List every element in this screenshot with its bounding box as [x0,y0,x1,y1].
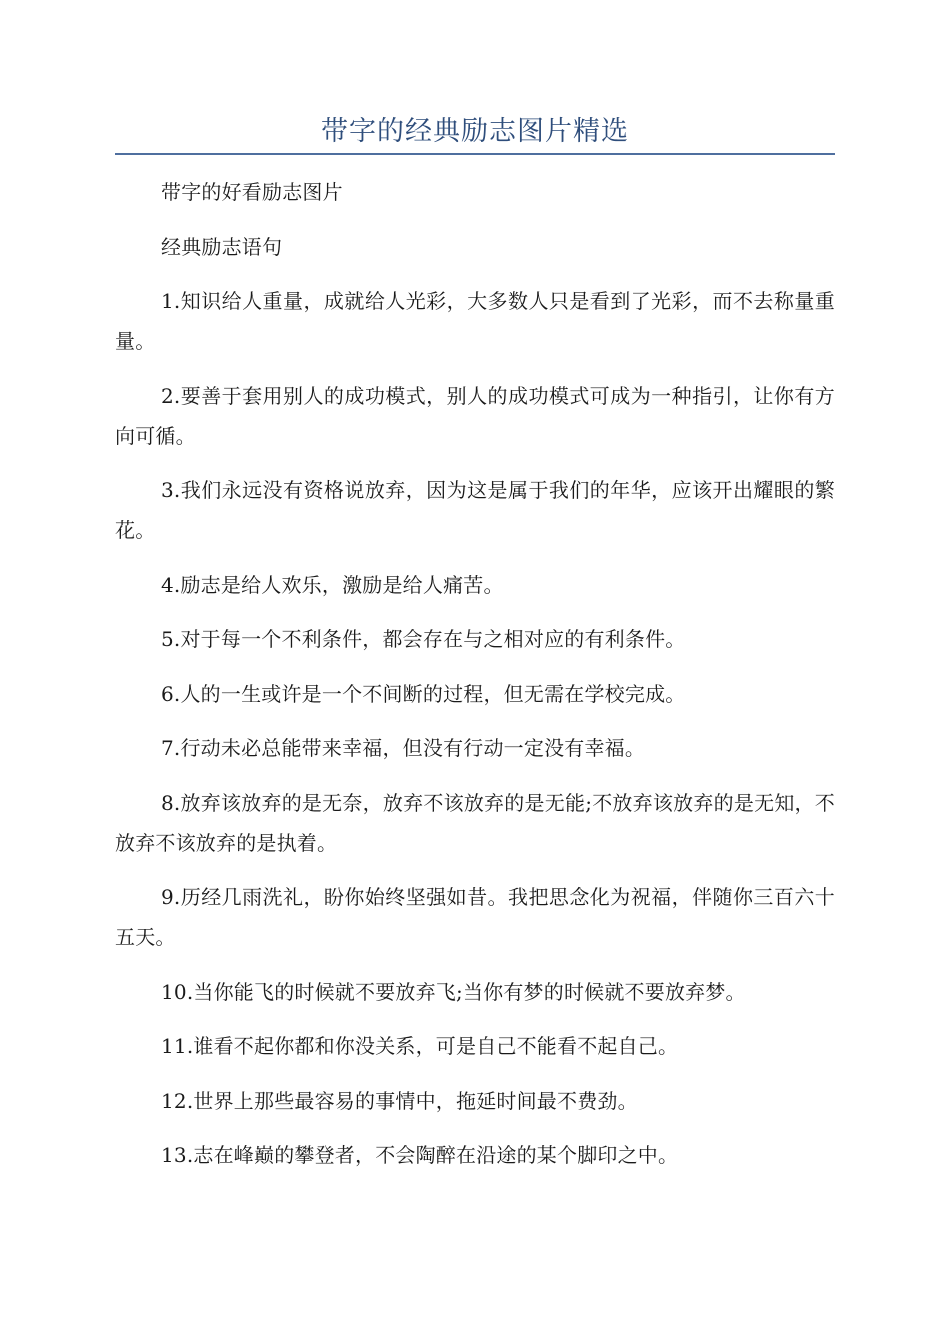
quote-paragraph: 2.要善于套用别人的成功模式，别人的成功模式可成为一种指引，让你有方向可循。 [115,383,835,448]
title-underline [115,153,835,155]
quote-paragraph: 1.知识给人重量，成就给人光彩，大多数人只是看到了光彩，而不去称量重量。 [115,289,835,353]
quote-paragraph: 7.行动未必总能带来幸福，但没有行动一定没有幸福。 [161,736,646,760]
subtitle-paragraph: 带字的好看励志图片 [161,180,343,204]
quote-paragraph: 5.对于每一个不利条件，都会存在与之相对应的有利条件。 [161,627,686,651]
document-title: 带字的经典励志图片精选 [321,116,629,147]
quote-paragraph: 6.人的一生或许是一个不间断的过程，但无需在学校完成。 [161,681,686,706]
quote-paragraph: 10.当你能飞的时候就不要放弃飞;当你有梦的时候就不要放弃梦。 [161,979,746,1004]
quote-paragraph: 4.励志是给人欢乐，激励是给人痛苦。 [161,572,504,597]
quote-paragraph: 11.谁看不起你都和你没关系，可是自己不能看不起自己。 [161,1034,679,1058]
document-body [115,172,835,1190]
section-heading: 经典励志语句 [161,234,283,259]
quote-paragraph: 13.志在峰巅的攀登者，不会陶醉在沿途的某个脚印之中。 [161,1143,679,1167]
quote-paragraph: 9.历经几雨洗礼，盼你始终坚强如昔。我把思念化为祝福，伴随你三百六十五天。 [115,885,835,949]
quote-paragraph: 3.我们永远没有资格说放弃，因为这是属于我们的年华，应该开出耀眼的繁花。 [115,478,835,542]
quote-paragraph: 8.放弃该放弃的是无奈，放弃不该放弃的是无能;不放弃该放弃的是无知，不放弃不该放弃的是执着。 [115,790,835,855]
quote-paragraph: 12.世界上那些最容易的事情中，拖延时间最不费劲。 [161,1088,638,1113]
